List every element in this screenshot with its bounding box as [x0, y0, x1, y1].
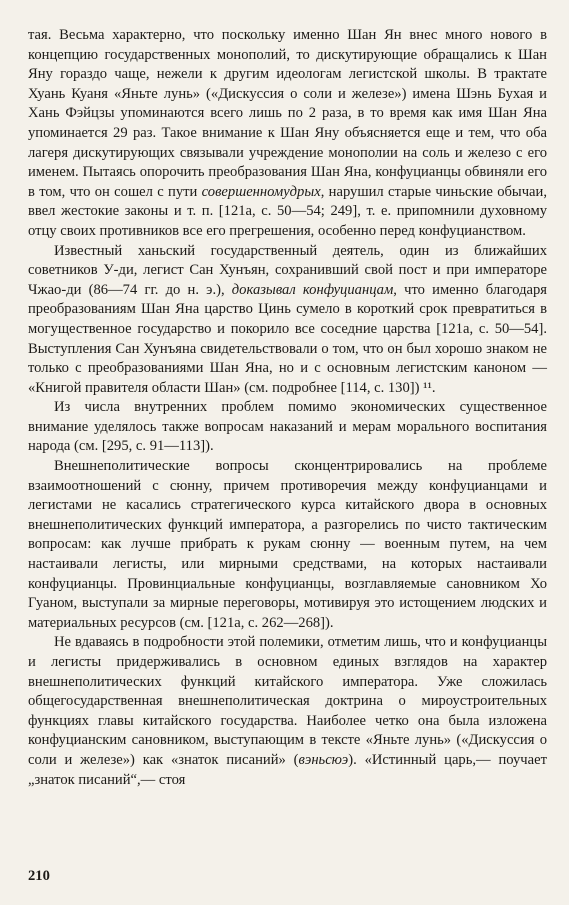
p5-seg-2: ). «Истинный царь,— поучает „знаток писаний“,— стоя	[28, 751, 547, 788]
p3-seg-0: Из числа внутренних проблем помимо экономических существенное внимание уделялось также вопросам наказаний и мерам морального воспитания народа (см. [295, с. 91—113]).	[28, 399, 547, 455]
paragraph-5	[28, 633, 547, 790]
paragraph-2	[28, 242, 547, 399]
page-text-body	[28, 26, 547, 790]
paragraph-1	[28, 26, 547, 242]
p1-seg-1-italic: совершенномудрых	[201, 183, 321, 200]
p5-seg-0: Не вдаваясь в подробности этой полемики, отметим лишь, что и конфуцианцы и легисты придерживались в основном единых взглядов на характер внешнеполитических функций китайского императора. Уже сложилась общегосударственная внешнеполитическая доктрина о мироустроительных функциях главы китайского государства. Наиболее четко она была изложена конфуцианским сановником, выступающим в тексте «Яньте лунь» («Дискуссия о соли и железе») как «знаток писаний» (	[28, 634, 547, 768]
p1-seg-0: тая. Весьма характерно, что поскольку именно Шан Ян внес много нового в концепцию государственных монополий, то дискутирующие обращались к Шан Яну гораздо чаще, нежели к другим идеологам легистской школы. В трактате Хуань Куаня «Яньте лунь» («Дискуссия о соли и железе») имена Шэнь Бухая и Хань Фэйцзы упоминаются всего лишь по 2 раза, в то время как имя Шан Яна упоминается 29 раз. Такое внимание к Шан Яну объясняется еще и тем, что оба лагеря дискутирующих связывали учреждение монополии на соль и железо с его именем. Пытаясь опорочить преобразования Шан Яна, конфуцианцы обвиняли его в том, что он сошел с пути	[28, 27, 547, 200]
paragraph-4	[28, 457, 547, 633]
page-number: 210	[28, 868, 50, 884]
p2-seg-0: Известный ханьский государственный деятель, один из ближайших советников У-ди, легист Сан Хунъян, сохранивший свой пост и при императоре Чжао-ди (86—74 гг. до н. э.),	[28, 242, 547, 298]
p4-seg-0: Внешнеполитические вопросы сконцентрировались на проблеме взаимоотношений с сюнну, причем противоречия между конфуцианцами и легистами не касались стратегического курса китайского двора в основных внешнеполитических функций императора, а разгорелись по чисто тактическим вопросам: как лучше прибрать к рукам сюнну — военным путем, на чем настаивали легисты, или мирными средствами, на которых настаивали конфуцианцы. Провинциальные конфуцианцы, возглавляемые сановником Хо Гуаном, выступали за мирные переговоры, мотивируя это истощением людских и материальных ресурсов (см. [121а, с. 262—268]).	[28, 458, 547, 631]
p5-seg-1-italic: вэньсюэ	[298, 751, 349, 768]
p2-seg-1-italic: доказывал конфуцианцам	[231, 281, 394, 298]
p2-seg-2: , что именно благодаря преобразованиям Шан Яна царство Цинь сумело в короткий срок превратиться в могущественное государство и покорило все соседние царства [121а, с. 50—54]. Выступления Сан Хунъяна свидетельствовали о том, что он был хорошо знаком не только с преобразованиями Шан Яна, но и с основным легистским каноном — «Книгой правителя области Шан» (см. подробнее [114, с. 130]) ¹¹.	[28, 281, 547, 396]
p1-seg-2: , нарушил старые чиньские обычаи, ввел жестокие законы и т. п. [121а, с. 50—54; 249], т. е. припомнили духовному отцу своих противников все его прегрешения, особенно перед конфуцианством.	[28, 183, 547, 239]
paragraph-3	[28, 398, 547, 457]
